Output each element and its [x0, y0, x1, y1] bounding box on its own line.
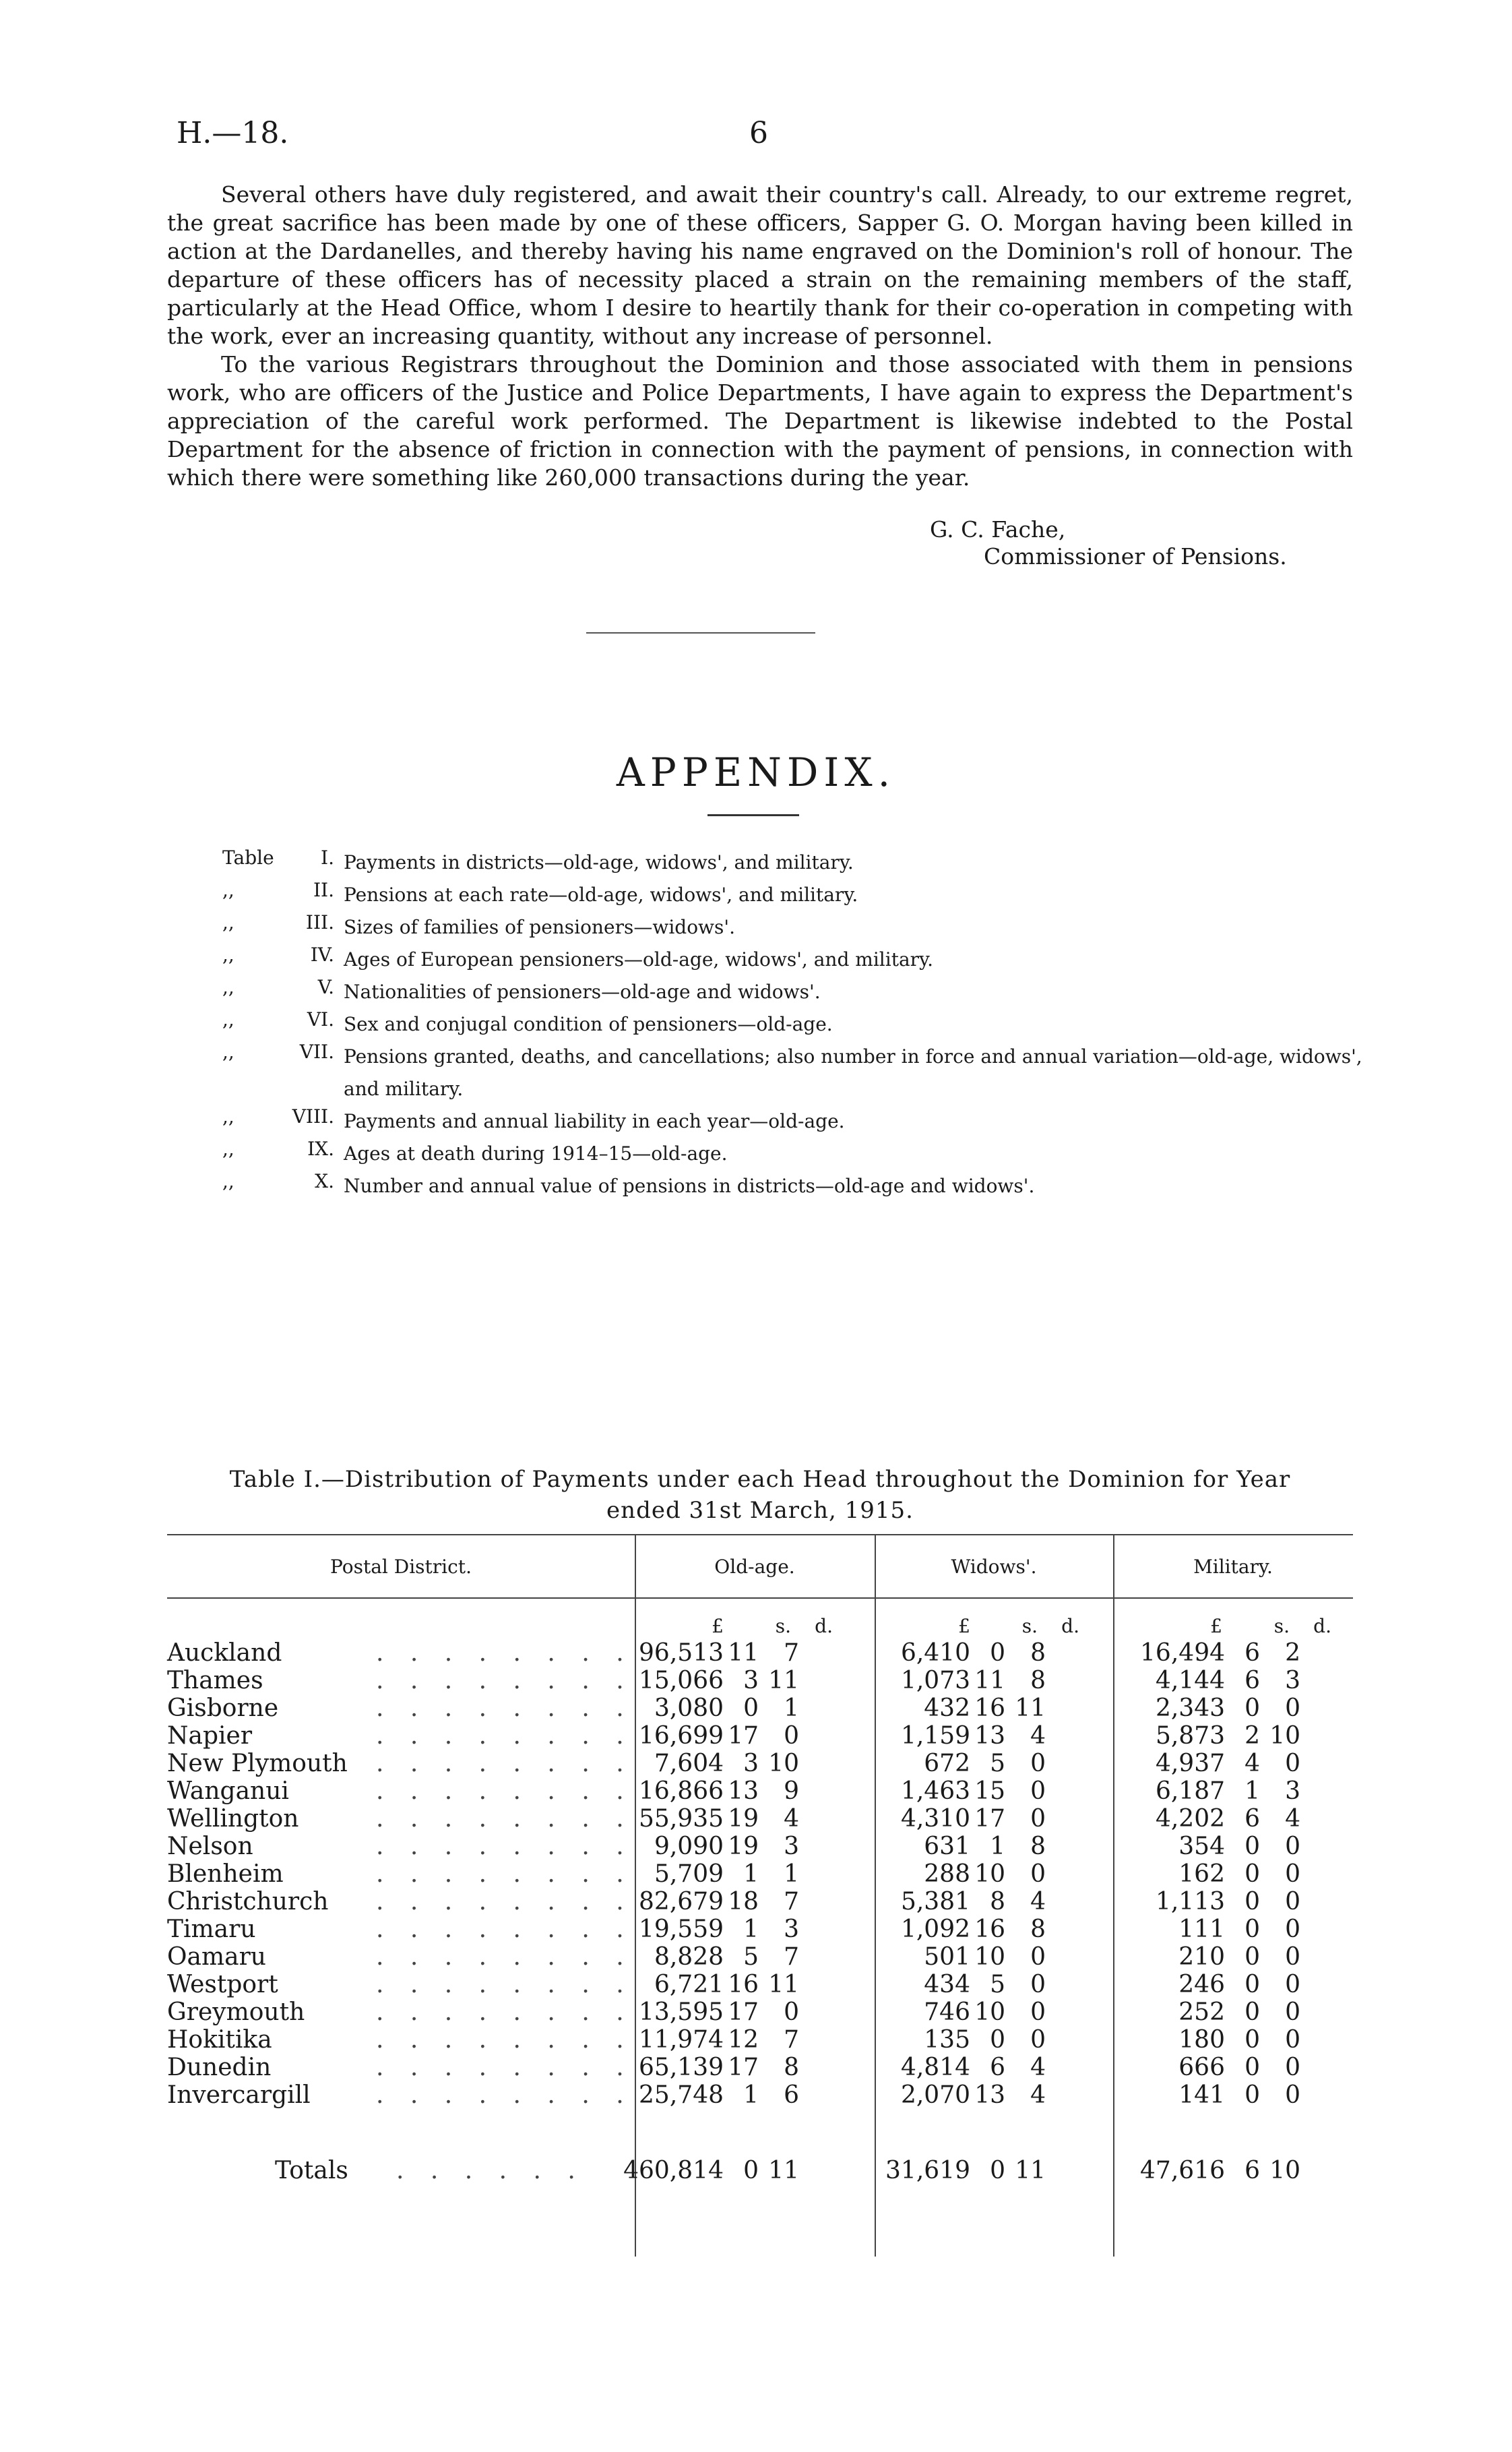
military-pence: 2	[1285, 1639, 1300, 1667]
military-pounds: 4,937	[1155, 1750, 1225, 1777]
appendix-list-prefix: ,,	[222, 1170, 234, 1192]
table1-top-rule	[167, 1534, 1353, 1535]
widows-pounds: 2,070	[900, 2081, 970, 2109]
oldage-pence: 11	[768, 1667, 799, 1694]
appendix-list-text: Payments and annual liability in each year—old-age.	[344, 1110, 845, 1132]
oldage-pence: 6	[784, 2081, 799, 2109]
widows-pence: 8	[1030, 1833, 1046, 1860]
oldage-pounds: 9,090	[654, 1833, 724, 1860]
widows-pounds: 1,463	[900, 1777, 970, 1805]
military-pence: 0	[1285, 1860, 1300, 1888]
appendix-title-underline	[707, 814, 799, 816]
table-row	[167, 1860, 1353, 1888]
widows-shillings: 5	[990, 1750, 1005, 1777]
oldage-pounds: 3,080	[654, 1694, 724, 1722]
table-row	[167, 1667, 1353, 1694]
military-shillings: 0	[1245, 1971, 1260, 1998]
widows-pence: 0	[1030, 1777, 1046, 1805]
district-name: Auckland	[167, 1639, 282, 1667]
totals-widows-shillings: 0	[990, 2157, 1005, 2184]
oldage-pounds: 7,604	[654, 1750, 724, 1777]
table1-body	[167, 1639, 1353, 2109]
district-name: Wellington	[167, 1805, 299, 1833]
district-name: Invercargill	[167, 2081, 311, 2109]
oldage-shillings: 1	[743, 1915, 759, 1943]
military-pounds: 180	[1178, 2026, 1225, 2054]
military-shillings: 6	[1245, 1667, 1260, 1694]
military-shillings: 0	[1245, 1888, 1260, 1915]
table-row	[167, 1971, 1353, 1998]
table1-title-line2: ended 31st March, 1915.	[606, 1497, 914, 1524]
table-row	[167, 1833, 1353, 1860]
unit-pence: d.	[1061, 1615, 1079, 1637]
table1-totals-row	[167, 2157, 1353, 2186]
district-name: Wanganui	[167, 1777, 289, 1805]
oldage-pence: 3	[784, 1915, 799, 1943]
oldage-shillings: 12	[728, 2026, 759, 2054]
appendix-list-item	[222, 944, 1381, 976]
widows-shillings: 10	[974, 1943, 1005, 1971]
widows-shillings: 6	[990, 2054, 1005, 2081]
appendix-list-item	[222, 879, 1381, 911]
district-name: Christchurch	[167, 1888, 329, 1915]
oldage-pounds: 15,066	[639, 1667, 724, 1694]
military-shillings: 0	[1245, 2081, 1260, 2109]
military-pounds: 6,187	[1155, 1777, 1225, 1805]
appendix-list-prefix: ,,	[222, 911, 234, 933]
military-pence: 0	[1285, 1915, 1300, 1943]
table-row	[167, 1722, 1353, 1750]
military-pence: 10	[1269, 1722, 1300, 1750]
oldage-pence: 10	[768, 1750, 799, 1777]
totals-military-pence: 10	[1269, 2157, 1300, 2184]
oldage-shillings: 5	[743, 1943, 759, 1971]
military-pounds: 5,873	[1155, 1722, 1225, 1750]
oldage-pence: 0	[784, 1998, 799, 2026]
military-pence: 4	[1285, 1805, 1300, 1833]
oldage-pounds: 16,699	[639, 1722, 724, 1750]
appendix-list-number: V.	[317, 976, 334, 998]
widows-pence: 0	[1030, 1971, 1046, 1998]
oldage-pounds: 25,748	[639, 2081, 724, 2109]
appendix-list-prefix: ,,	[222, 1008, 234, 1031]
appendix-list-text: Nationalities of pensioners—old-age and widows'.	[344, 981, 821, 1003]
widows-shillings: 0	[990, 2026, 1005, 2054]
appendix-list-prefix: ,,	[222, 879, 234, 901]
oldage-shillings: 17	[728, 2054, 759, 2081]
military-pounds: 246	[1178, 1971, 1225, 1998]
widows-pence: 11	[1015, 1694, 1046, 1722]
row-leader: . . . . . . . .	[376, 1998, 633, 2026]
appendix-list-item	[222, 911, 1381, 944]
body-paragraph-2: To the various Registrars throughout the Dominion and those associated with them in pensions work, who are officers of the Justice and Police Departments, I have again to express the Department's appreciation of the careful work performed. The Department is likewise indebted to the Postal Department for the absence of friction in connection with the payment of pensions, in connection with which there were something like 260,000 transactions during the year.	[167, 351, 1353, 491]
totals-widows-pence: 11	[1015, 2157, 1046, 2184]
oldage-shillings: 19	[728, 1805, 759, 1833]
widows-pounds: 288	[924, 1860, 970, 1888]
military-shillings: 0	[1245, 1860, 1260, 1888]
row-leader: . . . . . . . .	[376, 1694, 633, 1722]
oldage-pounds: 96,513	[639, 1639, 724, 1667]
totals-military-shillings: 6	[1245, 2157, 1260, 2184]
military-shillings: 0	[1245, 1943, 1260, 1971]
oldage-pounds: 16,866	[639, 1777, 724, 1805]
military-shillings: 0	[1245, 2054, 1260, 2081]
oldage-pence: 7	[784, 1888, 799, 1915]
row-leader: . . . . . . . .	[376, 1860, 633, 1888]
military-pounds: 252	[1178, 1998, 1225, 2026]
column-header-military: Military.	[1193, 1556, 1273, 1578]
totals-label: Totals	[275, 2157, 348, 2184]
widows-pounds: 135	[924, 2026, 970, 2054]
oldage-pence: 7	[784, 1943, 799, 1971]
military-shillings: 4	[1245, 1750, 1260, 1777]
district-name: Thames	[167, 1667, 263, 1694]
oldage-shillings: 3	[743, 1667, 759, 1694]
widows-pence: 0	[1030, 1943, 1046, 1971]
oldage-pounds: 65,139	[639, 2054, 724, 2081]
widows-pounds: 501	[924, 1943, 970, 1971]
oldage-pounds: 55,935	[639, 1805, 724, 1833]
oldage-pounds: 5,709	[654, 1860, 724, 1888]
appendix-list-number: VIII.	[292, 1105, 334, 1128]
totals-widows-pounds: 31,619	[885, 2157, 970, 2184]
appendix-list-text: Payments in districts—old-age, widows', and military.	[344, 851, 854, 873]
military-pounds: 4,144	[1155, 1667, 1225, 1694]
appendix-list-item	[222, 1008, 1381, 1041]
page-number: 6	[749, 116, 768, 150]
body-paragraph-1: Several others have duly registered, and await their country's call. Already, to our extreme regret, the great sacrifice has been made by one of these officers, Sapper G. O. Morgan having been killed in action at the Dardanelles, and thereby having his name engraved on the Dominion's roll of honour. The departure of these officers has of necessity placed a strain on the remaining members of the staff, particularly at the Head Office, whom I desire to heartily thank for their co-operation in competing with the work, ever an increasing quantity, without any increase of personnel.	[167, 181, 1353, 349]
appendix-list-prefix: ,,	[222, 1041, 234, 1063]
table-row	[167, 1998, 1353, 2026]
widows-pounds: 1,073	[900, 1667, 970, 1694]
widows-pounds: 4,310	[900, 1805, 970, 1833]
unit-pounds: £	[1210, 1615, 1222, 1637]
appendix-list-item	[222, 847, 1381, 879]
appendix-list-item	[222, 1041, 1381, 1105]
row-leader: . . . . . . . .	[376, 2081, 633, 2109]
row-leader: . . . . . . . .	[376, 1915, 633, 1943]
oldage-pounds: 82,679	[639, 1888, 724, 1915]
appendix-table-list	[222, 847, 1381, 1202]
widows-shillings: 13	[974, 2081, 1005, 2109]
oldage-pence: 1	[784, 1694, 799, 1722]
widows-pence: 4	[1030, 1722, 1046, 1750]
military-pence: 3	[1285, 1777, 1300, 1805]
appendix-list-text: Pensions at each rate—old-age, widows', and military.	[344, 884, 858, 906]
unit-pounds: £	[958, 1615, 970, 1637]
widows-shillings: 5	[990, 1971, 1005, 1998]
appendix-list-item	[222, 1138, 1381, 1170]
military-pounds: 354	[1178, 1833, 1225, 1860]
appendix-list-prefix: ,,	[222, 976, 234, 998]
oldage-pence: 8	[784, 2054, 799, 2081]
military-pounds: 16,494	[1140, 1639, 1225, 1667]
widows-pounds: 5,381	[900, 1888, 970, 1915]
military-pounds: 162	[1178, 1860, 1225, 1888]
appendix-list-text: Ages of European pensioners—old-age, widows', and military.	[344, 948, 934, 971]
widows-shillings: 15	[974, 1777, 1005, 1805]
table1-header-rule	[167, 1597, 1353, 1599]
widows-pounds: 4,814	[900, 2054, 970, 2081]
row-leader: . . . . . . . .	[376, 1777, 633, 1805]
district-name: New Plymouth	[167, 1750, 348, 1777]
widows-shillings: 16	[974, 1694, 1005, 1722]
oldage-shillings: 18	[728, 1888, 759, 1915]
row-leader: . . . . . . . .	[376, 1805, 633, 1833]
appendix-list-number: VI.	[307, 1008, 334, 1031]
widows-shillings: 13	[974, 1722, 1005, 1750]
widows-pence: 0	[1030, 2026, 1046, 2054]
table1-title-line1: Table I.—Distribution of Payments under each Head throughout the Dominion for Year	[229, 1466, 1291, 1493]
appendix-title: APPENDIX.	[616, 749, 896, 795]
appendix-list-item	[222, 976, 1381, 1008]
appendix-list-prefix: Table	[222, 847, 274, 869]
oldage-shillings: 1	[743, 2081, 759, 2109]
military-pence: 0	[1285, 2026, 1300, 2054]
row-leader: . . . . . . . .	[376, 1833, 633, 1860]
oldage-pence: 11	[768, 1971, 799, 1998]
widows-shillings: 10	[974, 1860, 1005, 1888]
military-shillings: 0	[1245, 1915, 1260, 1943]
totals-oldage-pence: 11	[768, 2157, 799, 2184]
widows-pounds: 672	[924, 1750, 970, 1777]
military-pence: 0	[1285, 1833, 1300, 1860]
oldage-pence: 0	[784, 1722, 799, 1750]
appendix-list-prefix: ,,	[222, 944, 234, 966]
row-leader: . . . . . . . .	[376, 1750, 633, 1777]
district-name: Dunedin	[167, 2054, 272, 2081]
widows-pence: 0	[1030, 1750, 1046, 1777]
appendix-list-text: Pensions granted, deaths, and cancellations; also number in force and annual variation—old-age, widows', and military.	[344, 1045, 1362, 1100]
oldage-shillings: 11	[728, 1639, 759, 1667]
widows-pounds: 746	[924, 1998, 970, 2026]
totals-oldage-pounds: 460,814	[623, 2157, 724, 2184]
widows-shillings: 11	[974, 1667, 1005, 1694]
row-leader: . . . . . . . .	[376, 1971, 633, 1998]
widows-pounds: 434	[924, 1971, 970, 1998]
column-header-widows: Widows'.	[951, 1556, 1037, 1578]
report-reference: H.—18.	[177, 116, 289, 150]
appendix-list-number: I.	[321, 847, 334, 869]
oldage-shillings: 19	[728, 1833, 759, 1860]
totals-military-pounds: 47,616	[1140, 2157, 1225, 2184]
oldage-pence: 9	[784, 1777, 799, 1805]
oldage-pence: 3	[784, 1833, 799, 1860]
military-pence: 3	[1285, 1667, 1300, 1694]
oldage-pounds: 6,721	[654, 1971, 724, 1998]
table-row	[167, 2081, 1353, 2109]
totals-leader: . . . . . .	[396, 2157, 585, 2184]
unit-shillings: s.	[1021, 1615, 1038, 1637]
appendix-list-item	[222, 1105, 1381, 1138]
district-name: Oamaru	[167, 1943, 266, 1971]
row-leader: . . . . . . . .	[376, 1722, 633, 1750]
widows-shillings: 0	[990, 1639, 1005, 1667]
oldage-shillings: 17	[728, 1722, 759, 1750]
district-name: Timaru	[167, 1915, 256, 1943]
widows-pounds: 1,092	[900, 1915, 970, 1943]
oldage-pounds: 8,828	[654, 1943, 724, 1971]
military-pence: 0	[1285, 1998, 1300, 2026]
military-shillings: 0	[1245, 1833, 1260, 1860]
row-leader: . . . . . . . .	[376, 1888, 633, 1915]
totals-oldage-shillings: 0	[743, 2157, 759, 2184]
military-pounds: 111	[1178, 1915, 1225, 1943]
widows-pence: 0	[1030, 1860, 1046, 1888]
oldage-pounds: 19,559	[639, 1915, 724, 1943]
oldage-shillings: 1	[743, 1860, 759, 1888]
table-row	[167, 1777, 1353, 1805]
unit-shillings: s.	[775, 1615, 791, 1637]
widows-pounds: 631	[924, 1833, 970, 1860]
widows-pence: 8	[1030, 1667, 1046, 1694]
oldage-pounds: 13,595	[639, 1998, 724, 2026]
appendix-list-number: IX.	[307, 1138, 334, 1160]
district-name: Westport	[167, 1971, 278, 1998]
district-name: Greymouth	[167, 1998, 305, 2026]
oldage-shillings: 3	[743, 1750, 759, 1777]
oldage-shillings: 0	[743, 1694, 759, 1722]
oldage-pence: 1	[784, 1860, 799, 1888]
oldage-pence: 4	[784, 1805, 799, 1833]
table-row	[167, 1639, 1353, 1667]
widows-shillings: 17	[974, 1805, 1005, 1833]
military-pence: 0	[1285, 2081, 1300, 2109]
widows-shillings: 8	[990, 1888, 1005, 1915]
table-row	[167, 1915, 1353, 1943]
military-pounds: 141	[1178, 2081, 1225, 2109]
column-header-district: Postal District.	[330, 1556, 472, 1578]
table-row	[167, 1805, 1353, 1833]
table-row	[167, 1943, 1353, 1971]
widows-pence: 8	[1030, 1639, 1046, 1667]
appendix-list-text: Number and annual value of pensions in districts—old-age and widows'.	[344, 1175, 1035, 1197]
military-shillings: 0	[1245, 2026, 1260, 2054]
appendix-list-number: III.	[305, 911, 334, 933]
widows-pence: 8	[1030, 1915, 1046, 1943]
appendix-list-text: Sizes of families of pensioners—widows'.	[344, 916, 735, 938]
appendix-list-item	[222, 1170, 1381, 1202]
widows-pence: 4	[1030, 1888, 1046, 1915]
table-row	[167, 1694, 1353, 1722]
unit-pence: d.	[815, 1615, 833, 1637]
row-leader: . . . . . . . .	[376, 1667, 633, 1694]
appendix-list-prefix: ,,	[222, 1105, 234, 1128]
appendix-list-number: II.	[313, 879, 334, 901]
appendix-list-number: X.	[315, 1170, 334, 1192]
table-row	[167, 2054, 1353, 2081]
military-pounds: 4,202	[1155, 1805, 1225, 1833]
widows-pence: 0	[1030, 1998, 1046, 2026]
widows-pounds: 1,159	[900, 1722, 970, 1750]
widows-pounds: 6,410	[900, 1639, 970, 1667]
signature-title: Commissioner of Pensions.	[984, 543, 1287, 570]
military-pence: 0	[1285, 1694, 1300, 1722]
military-pounds: 666	[1178, 2054, 1225, 2081]
military-pounds: 2,343	[1155, 1694, 1225, 1722]
signature-name: G. C. Fache,	[930, 516, 1066, 543]
widows-pence: 4	[1030, 2054, 1046, 2081]
section-divider	[586, 632, 815, 634]
oldage-pounds: 11,974	[639, 2026, 724, 2054]
appendix-list-text: Sex and conjugal condition of pensioners—old-age.	[344, 1013, 833, 1035]
military-shillings: 6	[1245, 1639, 1260, 1667]
row-leader: . . . . . . . .	[376, 2054, 633, 2081]
row-leader: . . . . . . . .	[376, 1943, 633, 1971]
unit-pence: d.	[1313, 1615, 1331, 1637]
appendix-list-number: IV.	[310, 944, 334, 966]
district-name: Hokitika	[167, 2026, 272, 2054]
row-leader: . . . . . . . .	[376, 2026, 633, 2054]
unit-pounds: £	[712, 1615, 724, 1637]
table1-title	[167, 1464, 1353, 1526]
widows-shillings: 16	[974, 1915, 1005, 1943]
military-shillings: 1	[1245, 1777, 1260, 1805]
widows-shillings: 10	[974, 1998, 1005, 2026]
oldage-pence: 7	[784, 1639, 799, 1667]
widows-pounds: 432	[924, 1694, 970, 1722]
district-name: Napier	[167, 1722, 253, 1750]
oldage-shillings: 13	[728, 1777, 759, 1805]
military-shillings: 6	[1245, 1805, 1260, 1833]
row-leader: . . . . . . . .	[376, 1639, 633, 1667]
widows-pence: 4	[1030, 2081, 1046, 2109]
military-pence: 0	[1285, 1750, 1300, 1777]
unit-shillings: s.	[1273, 1615, 1290, 1637]
district-name: Nelson	[167, 1833, 253, 1860]
military-pence: 0	[1285, 1971, 1300, 1998]
district-name: Gisborne	[167, 1694, 279, 1722]
column-header-oldage: Old-age.	[714, 1556, 795, 1578]
military-pounds: 1,113	[1155, 1888, 1225, 1915]
appendix-list-number: VII.	[299, 1041, 334, 1063]
military-pence: 0	[1285, 1888, 1300, 1915]
military-pounds: 210	[1178, 1943, 1225, 1971]
military-shillings: 0	[1245, 1998, 1260, 2026]
appendix-list-text: Ages at death during 1914–15—old-age.	[344, 1142, 728, 1165]
military-pence: 0	[1285, 1943, 1300, 1971]
widows-pence: 0	[1030, 1805, 1046, 1833]
oldage-shillings: 16	[728, 1971, 759, 1998]
military-shillings: 2	[1245, 1722, 1260, 1750]
oldage-shillings: 17	[728, 1998, 759, 2026]
military-shillings: 0	[1245, 1694, 1260, 1722]
table-row	[167, 1750, 1353, 1777]
appendix-list-prefix: ,,	[222, 1138, 234, 1160]
widows-shillings: 1	[990, 1833, 1005, 1860]
district-name: Blenheim	[167, 1860, 284, 1888]
table-row	[167, 1888, 1353, 1915]
military-pence: 0	[1285, 2054, 1300, 2081]
oldage-pence: 7	[784, 2026, 799, 2054]
table-row	[167, 2026, 1353, 2054]
